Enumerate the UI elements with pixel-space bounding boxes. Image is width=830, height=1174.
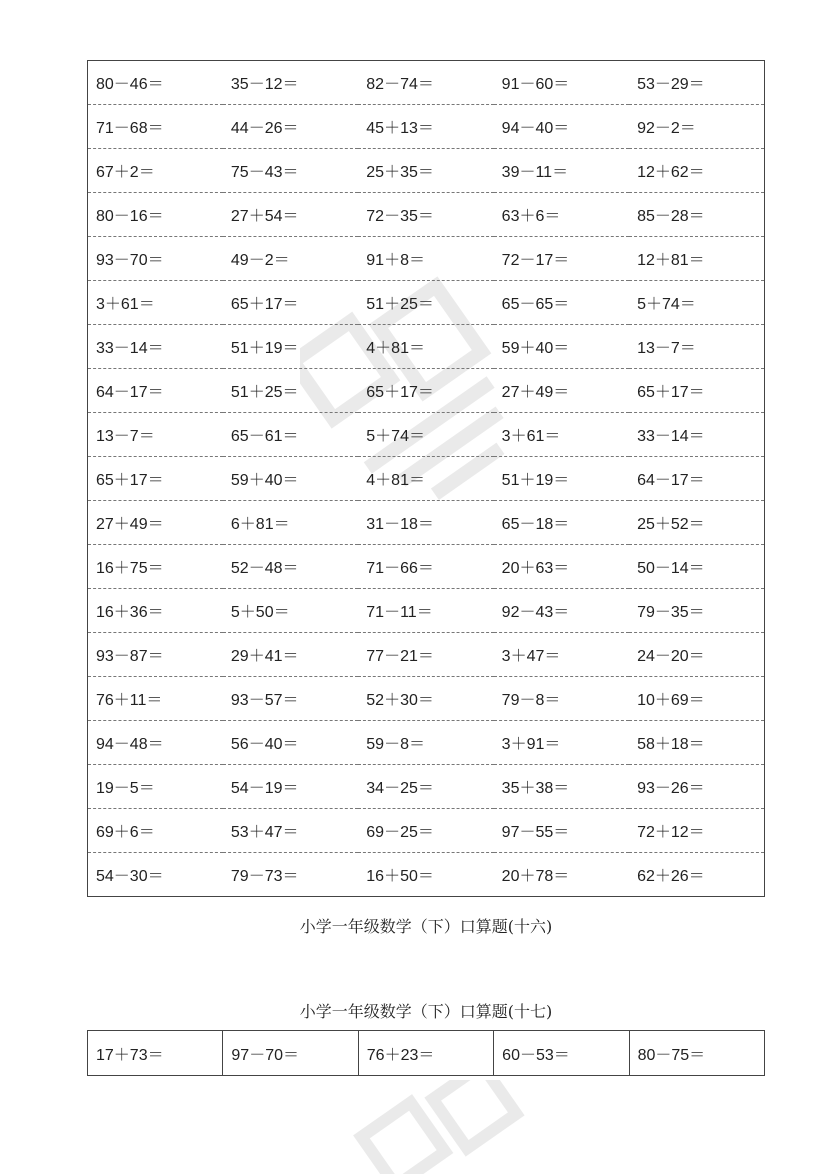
exercise-cell: 71－68＝ (96, 120, 164, 137)
exercise-cell: 93－87＝ (96, 648, 164, 665)
table-row (88, 809, 765, 853)
exercise-cell: 93－57＝ (230, 692, 299, 709)
exercise-cell: 59＋40＝ (230, 472, 299, 489)
exercise-cell: 80－75＝ (629, 1031, 764, 1076)
exercise-cell: 72－35＝ (366, 208, 434, 225)
table-row (88, 765, 765, 809)
exercise-cell: 27＋54＝ (230, 208, 299, 225)
table-row (88, 633, 765, 677)
exercise-cell: 69＋6＝ (96, 824, 155, 841)
exercise-cell: 59－8＝ (366, 736, 425, 753)
exercise-cell: 51＋25＝ (366, 296, 434, 313)
table-row (88, 325, 765, 369)
exercise-cell: 62＋26＝ (637, 868, 705, 885)
exercise-cell: 91－60＝ (501, 76, 570, 93)
exercise-cell: 75－43＝ (230, 164, 299, 181)
exercise-cell: 54－19＝ (230, 780, 299, 797)
exercise-cell: 79－73＝ (230, 868, 299, 885)
table-row (88, 1031, 765, 1076)
exercise-cell: 24－20＝ (637, 648, 705, 665)
exercise-caption-16: 小学一年级数学（下）口算题(十六) (299, 917, 553, 936)
table-row (88, 413, 765, 457)
exercise-cell: 79－8＝ (501, 692, 561, 709)
exercise-cell: 4＋81＝ (366, 472, 425, 489)
exercise-cell: 58＋18＝ (637, 736, 705, 753)
exercise-cell: 51＋19＝ (501, 472, 570, 489)
table-row (88, 677, 765, 721)
exercise-cell: 50－14＝ (637, 560, 705, 577)
exercise-cell: 94－48＝ (96, 736, 164, 753)
exercise-cell: 45＋13＝ (366, 120, 434, 137)
exercise-cell: 72－17＝ (501, 252, 570, 269)
exercise-cell: 65＋17＝ (96, 472, 164, 489)
exercise-cell: 16＋75＝ (96, 560, 164, 577)
exercise-cell: 29＋41＝ (230, 648, 299, 665)
exercise-cell: 85－28＝ (637, 208, 705, 225)
exercise-cell: 71－66＝ (366, 560, 434, 577)
table-row (88, 501, 765, 545)
exercise-cell: 76＋11＝ (96, 692, 163, 709)
exercise-cell: 65－61＝ (230, 428, 299, 445)
exercise-cell: 54－30＝ (96, 868, 164, 885)
exercise-cell: 65＋17＝ (366, 384, 434, 401)
exercise-cell: 3＋47＝ (501, 648, 561, 665)
exercise-cell: 27＋49＝ (96, 516, 164, 533)
exercise-cell: 13－7＝ (637, 340, 696, 357)
exercise-cell: 5＋50＝ (230, 604, 290, 621)
table-row (88, 457, 765, 501)
exercise-cell: 82－74＝ (366, 76, 434, 93)
exercise-cell: 67＋2＝ (96, 164, 155, 181)
exercise-cell: 97－55＝ (501, 824, 570, 841)
exercise-cell: 93－70＝ (96, 252, 164, 269)
exercise-cell: 65－65＝ (501, 296, 570, 313)
exercise-cell: 20＋78＝ (501, 868, 570, 885)
exercise-title-17: 小学一年级数学（下）口算题(十七) (299, 1002, 553, 1021)
table-row (88, 61, 765, 105)
exercise-cell: 35＋38＝ (501, 780, 570, 797)
exercise-cell: 65－18＝ (501, 516, 570, 533)
exercise-cell: 33－14＝ (637, 428, 705, 445)
exercise-cell: 64－17＝ (637, 472, 705, 489)
exercise-table-16 (87, 60, 765, 897)
exercise-cell: 93－26＝ (637, 780, 705, 797)
exercise-cell: 16＋50＝ (366, 868, 434, 885)
exercise-cell: 65＋17＝ (230, 296, 299, 313)
exercise-table-17 (87, 1030, 765, 1076)
exercise-cell: 63＋6＝ (501, 208, 561, 225)
exercise-cell: 33－14＝ (96, 340, 164, 357)
table-row (88, 721, 765, 765)
exercise-cell: 60－53＝ (494, 1031, 629, 1076)
exercise-cell: 71－11＝ (366, 604, 433, 621)
table-row (88, 105, 765, 149)
exercise-cell: 91＋8＝ (366, 252, 425, 269)
exercise-cell: 44－26＝ (230, 120, 299, 137)
exercise-cell: 39－11＝ (501, 164, 569, 181)
exercise-cell: 94－40＝ (501, 120, 570, 137)
exercise-cell: 35－12＝ (230, 76, 299, 93)
exercise-cell: 6＋81＝ (230, 516, 290, 533)
exercise-cell: 52＋30＝ (366, 692, 434, 709)
exercise-cell: 97－70＝ (223, 1031, 358, 1076)
exercise-cell: 79－35＝ (637, 604, 705, 621)
exercise-cell: 69－25＝ (366, 824, 434, 841)
exercise-cell: 64－17＝ (96, 384, 164, 401)
exercise-cell: 5＋74＝ (637, 296, 696, 313)
exercise-cell: 92－2＝ (637, 120, 696, 137)
exercise-cell: 49－2＝ (230, 252, 290, 269)
exercise-cell: 20＋63＝ (501, 560, 570, 577)
exercise-cell: 13－7＝ (96, 428, 155, 445)
exercise-cell: 51＋25＝ (230, 384, 299, 401)
exercise-cell: 19－5＝ (96, 780, 155, 797)
table-row (88, 589, 765, 633)
exercise-cell: 12＋62＝ (637, 164, 705, 181)
exercise-cell: 3＋91＝ (501, 736, 561, 753)
table-row (88, 369, 765, 413)
exercise-cell: 59＋40＝ (501, 340, 570, 357)
exercise-cell: 10＋69＝ (637, 692, 705, 709)
table-row (88, 237, 765, 281)
exercise-cell: 5＋74＝ (366, 428, 425, 445)
exercise-cell: 53＋47＝ (230, 824, 299, 841)
table-row (88, 545, 765, 589)
table-row (88, 281, 765, 325)
exercise-cell: 34－25＝ (366, 780, 434, 797)
exercise-cell: 25＋52＝ (637, 516, 705, 533)
table-row (88, 193, 765, 237)
exercise-cell: 72＋12＝ (637, 824, 705, 841)
exercise-cell: 53－29＝ (637, 76, 705, 93)
watermark-graphic-bottom (330, 1080, 550, 1174)
exercise-cell: 16＋36＝ (96, 604, 164, 621)
exercise-cell: 56－40＝ (230, 736, 299, 753)
exercise-cell: 76＋23＝ (358, 1031, 493, 1076)
exercise-cell: 25＋35＝ (366, 164, 434, 181)
exercise-cell: 17＋73＝ (96, 1046, 164, 1064)
exercise-cell: 3＋61＝ (501, 428, 561, 445)
exercise-cell: 92－43＝ (501, 604, 570, 621)
exercise-cell: 80－46＝ (96, 76, 164, 93)
exercise-cell: 27＋49＝ (501, 384, 570, 401)
exercise-cell: 3＋61＝ (96, 296, 155, 313)
exercise-cell: 52－48＝ (230, 560, 299, 577)
exercise-cell: 4＋81＝ (366, 340, 425, 357)
exercise-cell: 65＋17＝ (637, 384, 705, 401)
exercise-cell: 31－18＝ (366, 516, 434, 533)
exercise-cell: 77－21＝ (366, 648, 434, 665)
table-row (88, 853, 765, 897)
exercise-cell: 12＋81＝ (637, 252, 705, 269)
exercise-cell: 80－16＝ (96, 208, 164, 225)
table-row (88, 149, 765, 193)
exercise-cell: 51＋19＝ (230, 340, 299, 357)
